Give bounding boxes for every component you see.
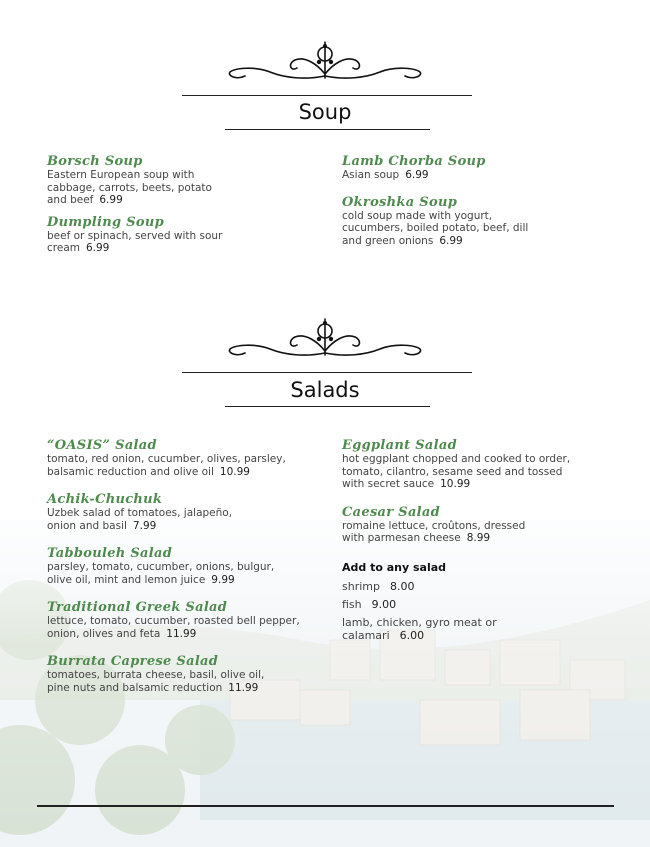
menu-item xyxy=(342,505,582,545)
item-name: Burrata Caprese Salad xyxy=(47,654,219,669)
item-price: 6.99 xyxy=(99,194,123,206)
item-description: hot eggplant chopped and cooked to order, tomato, cilantro, sesame seed and tossed with secret sauce xyxy=(342,453,571,490)
item-name: Lamb Chorba Soup xyxy=(342,154,486,169)
heading-rule-top xyxy=(182,372,472,373)
item-price: 10.99 xyxy=(219,465,250,478)
item-description: tomato, red onion, cucumber, olives, parsley, balsamic reduction and olive oil xyxy=(47,453,286,478)
item-description: lettuce, tomato, cucumber, roasted bell pepper, onion, olives and feta xyxy=(47,615,300,640)
item-price: 6.99 xyxy=(439,234,463,247)
item-name: Achik-Chuchuk xyxy=(47,492,163,507)
item-price: 9.99 xyxy=(211,573,235,586)
addon-price: 9.00 xyxy=(371,597,397,611)
flourish-ornament xyxy=(225,315,425,365)
item-name: Caesar Salad xyxy=(342,504,441,520)
item-name: Eggplant Salad xyxy=(342,438,457,453)
item-price: 11.99 xyxy=(228,681,259,694)
soup-right-column xyxy=(342,154,542,247)
item-name: Borsch Soup xyxy=(47,154,143,169)
footer-rule xyxy=(37,805,614,807)
menu-item xyxy=(342,154,542,182)
menu-item xyxy=(342,438,582,491)
item-description: Eastern European soup with cabbage, carrots, beets, potato and beef xyxy=(47,169,212,206)
item-price: 7.99 xyxy=(132,519,157,532)
addon-label: shrimp xyxy=(342,579,380,593)
addon-label: fish xyxy=(342,597,362,611)
item-price: 6.99 xyxy=(405,169,429,181)
item-description: parsley, tomato, cucumber, onions, bulgur, olive oil, mint and lemon juice xyxy=(47,561,275,586)
item-name: Tabbouleh Salad xyxy=(47,546,173,561)
addon-item xyxy=(342,616,582,642)
item-price: 10.99 xyxy=(440,478,471,490)
item-description: tomatoes, burrata cheese, basil, olive oil, pine nuts and balsamic reduction xyxy=(47,669,265,694)
item-description: beef or spinach, served with sour cream xyxy=(47,229,223,254)
item-name: Okroshka Soup xyxy=(342,194,458,210)
item-description: romaine lettuce, croûtons, dressed with parmesan cheese xyxy=(342,519,526,544)
heading-rule-top xyxy=(182,95,472,96)
menu-item xyxy=(47,215,227,255)
item-name: “OASIS” Salad xyxy=(47,438,157,453)
menu-item xyxy=(47,600,309,640)
menu-item xyxy=(47,438,309,478)
heading-rule-bottom xyxy=(225,406,430,407)
addon-price: 8.00 xyxy=(389,579,415,593)
addon-label: lamb, chicken, gyro meat or calamari xyxy=(342,615,497,642)
item-name: Traditional Greek Salad xyxy=(47,600,228,615)
item-price: 11.99 xyxy=(166,627,197,640)
heading-rule-bottom xyxy=(225,129,430,130)
item-description: Uzbek salad of tomatoes, jalapeño, onion and basil xyxy=(47,507,233,532)
soup-heading: Soup xyxy=(298,100,352,124)
addons-title: Add to any salad xyxy=(342,560,447,574)
soup-left-column xyxy=(47,154,227,255)
item-name: Dumpling Soup xyxy=(47,214,165,230)
item-price: 8.99 xyxy=(466,532,491,544)
addon-price: 6.00 xyxy=(399,628,425,642)
menu-item xyxy=(47,154,227,207)
salads-right-column xyxy=(342,438,582,642)
item-description: Asian soup xyxy=(342,169,400,181)
item-price: 6.99 xyxy=(85,242,110,254)
menu-item xyxy=(47,492,309,532)
flourish-ornament xyxy=(225,38,425,88)
addon-item xyxy=(342,598,582,611)
menu-item xyxy=(47,654,309,694)
menu-item xyxy=(342,195,542,248)
salads-left-column xyxy=(47,438,309,694)
item-description: cold soup made with yogurt, cucumbers, boiled potato, beef, dill and green onions xyxy=(342,209,529,247)
salads-heading: Salads xyxy=(290,378,360,402)
addon-item xyxy=(342,580,582,593)
menu-item xyxy=(47,546,309,586)
